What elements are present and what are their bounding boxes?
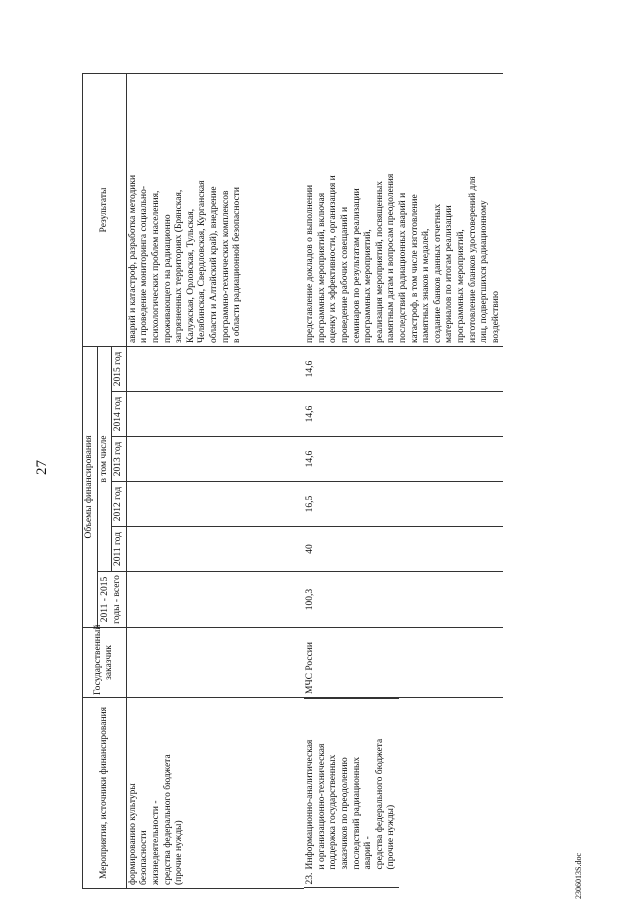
header-total: 2011 - 2015 годы - всего — [97, 572, 126, 628]
activity-text: Информационно-аналитическая и организационно-техническая поддержка государственных заказчиков по преодолению последствий радиационных аварий - средства федерального бюджета (прочие нужды) — [305, 738, 397, 870]
activity-cell: формированию культуры безопасности жизнедеятельности - средства федерального бюджета (прочие нужды) — [126, 698, 304, 889]
footer-filename: 2306013S.doc — [574, 853, 583, 899]
header-volumes: Объемы финансирования — [83, 347, 98, 628]
y2015-cell — [126, 347, 304, 392]
header-in-that: в том числе — [97, 347, 112, 572]
header-2015: 2015 год — [112, 347, 127, 392]
financing-table — [82, 73, 503, 889]
header-activities: Мероприятия, источники финансирования — [83, 698, 127, 889]
result-cell: представление докладов о выполнении программных мероприятий, включая оценку их эффективности, организация и проведение рабочих совещаний и семинаров по результатам реализации программных мероприятий, реализация мероприятий, посвященных памятным датам и вопросам преодоления последствий радиационных аварий и катастроф, в том числе изготовление памятных знаков и медалей, создание банков данных отчетных материалов по итогам реализации программных мероприятий, изготовление бланков удостоверений для лиц, подвергшихся радиационному воздействию — [304, 74, 503, 347]
table-row — [126, 74, 304, 889]
y2012-cell: 16,5 — [304, 482, 503, 527]
y2011-cell: 40 — [304, 527, 503, 572]
customer-cell — [126, 628, 304, 698]
y2011-cell — [126, 527, 304, 572]
header-2011: 2011 год — [112, 527, 127, 572]
y2013-cell: 14,6 — [304, 437, 503, 482]
total-cell: 100,3 — [304, 572, 503, 628]
activity-cell — [304, 698, 399, 889]
row-number: 23. — [305, 872, 316, 885]
header-results: Результаты — [83, 74, 127, 347]
y2014-cell — [126, 392, 304, 437]
y2013-cell — [126, 437, 304, 482]
result-cell: аварий и катастроф, разработка методики и проведение мониторинга социально- психологических проблем населения, проживающего на радиационно загрязненных территориях (Брянская, Калужская, Орловская, Тульская, Челябинская, Свердловская, Курганская области и Алтайский край), внедрение программно-технических комплексов в области радиационной безопасности — [126, 74, 304, 347]
header-customer: Государственный заказчик — [83, 628, 127, 698]
customer-cell: МЧС России — [304, 628, 503, 698]
y2014-cell: 14,6 — [304, 392, 503, 437]
header-2012: 2012 год — [112, 482, 127, 527]
table-row — [304, 74, 503, 889]
header-2013: 2013 год — [112, 437, 127, 482]
header-2014: 2014 год — [112, 392, 127, 437]
y2015-cell: 14,6 — [304, 347, 503, 392]
page-number: 27 — [34, 460, 50, 475]
total-cell — [126, 572, 304, 628]
y2012-cell — [126, 482, 304, 527]
